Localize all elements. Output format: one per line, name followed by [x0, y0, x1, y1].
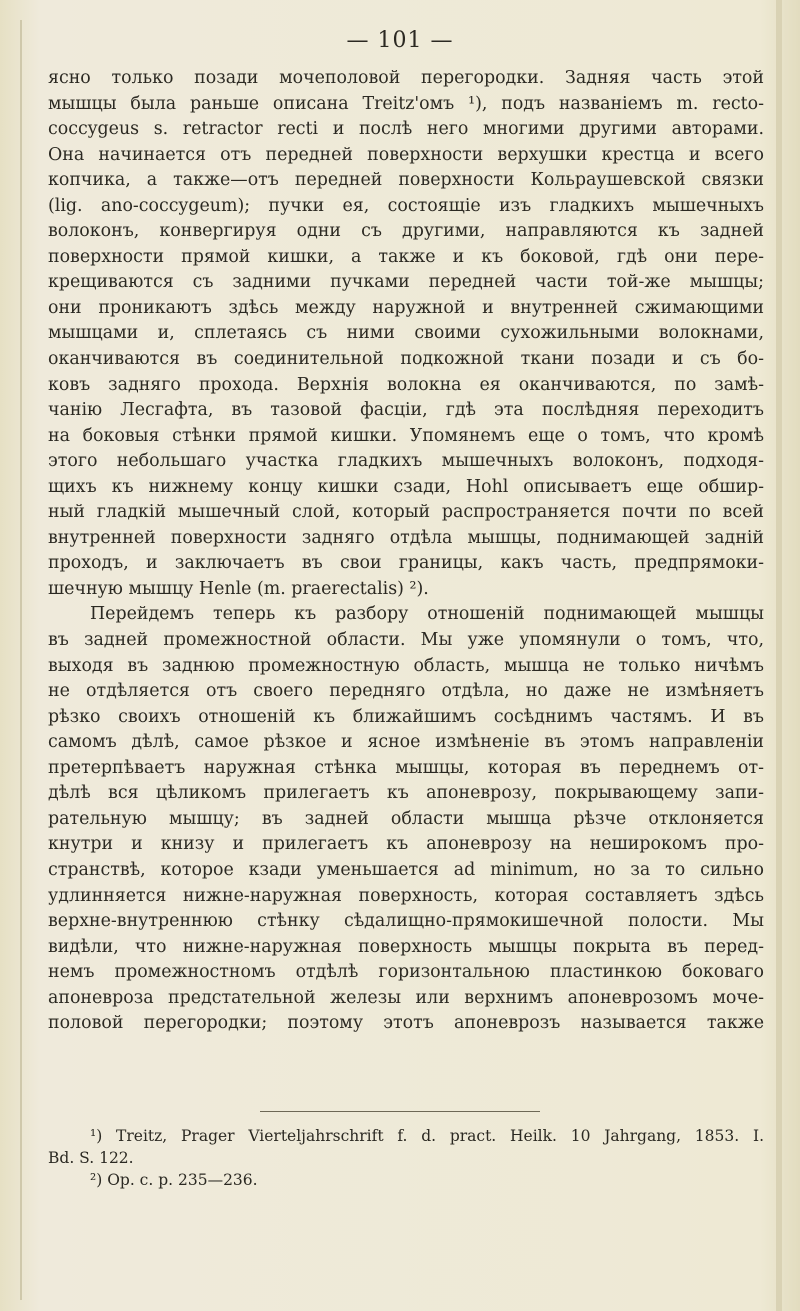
page-binding-edge	[776, 0, 782, 1311]
footnote-2: ²) Op. c. p. 235—236.	[90, 1171, 258, 1189]
text-line: рѣзко своихъ отношеній къ ближайшимъ сосѣднимъ частямъ. И въ	[48, 706, 764, 727]
text-line: (lig. ano-coccygeum); пучки ея, состоящіе изъ гладкихъ мышечныхъ	[48, 195, 764, 216]
text-line: апоневроза предстательной железы или верхнимъ апоневрозомъ моче-	[48, 987, 764, 1008]
text-line: на боковыя стѣнки прямой кишки. Упомянемъ еще о томъ, что кромѣ	[48, 425, 764, 446]
text-line: проходъ, и заключаетъ въ свои границы, какъ часть, предпрямоки-	[48, 553, 764, 574]
text-line: немъ промежностномъ отдѣлѣ горизонтальною пластинкою боковаго	[48, 962, 764, 983]
text-line: ясно только позади мочеполовой перегородки. Задняя часть этой	[48, 68, 764, 88]
text-line: мышцы была раньше описана Treitz'омъ ¹), подъ названіемъ m. recto-	[48, 93, 764, 114]
text-line: рательную мышцу; въ задней области мышца рѣзче отклоняется	[48, 808, 764, 829]
text-line: шечную мышцу Henle (m. praerectalis) ²).	[48, 578, 429, 599]
text-line: странствѣ, которое кзади уменьшается ad minimum, но за то сильно	[48, 859, 764, 880]
text-line: верхне-внутреннюю стѣнку сѣдалищно-прямокишечной полости. Мы	[48, 911, 764, 932]
text-line: оканчиваются въ соединительной подкожной ткани позади и съ бо-	[48, 349, 764, 370]
text-line: видѣли, что нижне-наружная поверхность мышцы покрыта въ перед-	[48, 936, 764, 957]
text-line: coccygeus s. retractor recti и послѣ него многими другими авторами.	[48, 119, 764, 140]
page-edge-shadow	[20, 20, 22, 1300]
text-line: внутренней поверхности задняго отдѣла мышцы, поднимающей заднiй	[48, 527, 764, 548]
page-number: — 101 —	[346, 28, 454, 53]
text-line: самомъ дѣлѣ, самое рѣзкое и ясное измѣненіе въ этомъ направленіи	[48, 732, 764, 753]
footnote-1-continued: Bd. S. 122.	[48, 1149, 134, 1167]
main-text	[48, 66, 764, 1037]
text-line: поверхности прямой кишки, а также и къ боковой, гдѣ они пере-	[48, 246, 764, 267]
text-line: чанію Лесгафта, въ тазовой фасціи, гдѣ эта послѣдняя переходитъ	[48, 400, 764, 421]
text-line: Перейдемъ теперь къ разбору отношеній поднимающей мышцы	[90, 604, 764, 625]
text-line: въ задней промежностной области. Мы уже упомянули о томъ, что,	[48, 630, 764, 651]
text-line: мышцами и, сплетаясь съ ними своими сухожильными волокнами,	[48, 323, 764, 344]
text-line: волоконъ, конвергируя одни съ другими, направляются къ задней	[48, 221, 764, 242]
text-line: крещиваются съ задними пучками передней части той-же мышцы;	[48, 272, 764, 293]
text-line: не отдѣляется отъ своего передняго отдѣла, но даже не измѣняетъ	[48, 681, 764, 702]
text-line: копчика, а также—отъ передней поверхности Кольраушевской связки	[48, 170, 764, 191]
text-line: половой перегородки; поэтому этотъ апоневрозъ называется также	[48, 1013, 764, 1034]
text-line: выходя въ заднюю промежностную область, мышца не только ничѣмъ	[48, 655, 764, 676]
text-line: дѣлѣ вся цѣликомъ прилегаетъ къ апоневрозу, покрывающему запи-	[48, 783, 764, 804]
text-line: они проникаютъ здѣсь между наружной и внутренней сжимающими	[48, 297, 764, 318]
text-line: ковъ задняго прохода. Верхнія волокна ея оканчиваются, по замѣ-	[48, 374, 764, 395]
text-line: удлинняется нижне-наружная поверхность, которая составляетъ здѣсь	[48, 885, 764, 906]
text-line: кнутри и книзу и прилегаетъ къ апоневрозу на неширокомъ про-	[48, 834, 764, 855]
text-line: претерпѣваетъ наружная стѣнка мышцы, которая въ переднемъ от-	[48, 757, 764, 778]
text-line: этого небольшаго участка гладкихъ мышечныхъ волоконъ, подходя-	[48, 451, 764, 472]
footnote-divider	[260, 1111, 540, 1112]
footnotes	[48, 1125, 764, 1191]
footnote-1: ¹) Treitz, Prager Vierteljahrschrift f. d. pract. Heilk. 10 Jahrgang, 1853. I.	[90, 1127, 764, 1145]
text-line: щихъ къ нижнему концу кишки сзади, Hohl описываетъ еще обшир-	[48, 476, 764, 497]
text-line: ный гладкій мышечный слой, который распространяется почти по всей	[48, 502, 764, 523]
text-line: Она начинается отъ передней поверхности верхушки крестца и всего	[48, 144, 764, 165]
